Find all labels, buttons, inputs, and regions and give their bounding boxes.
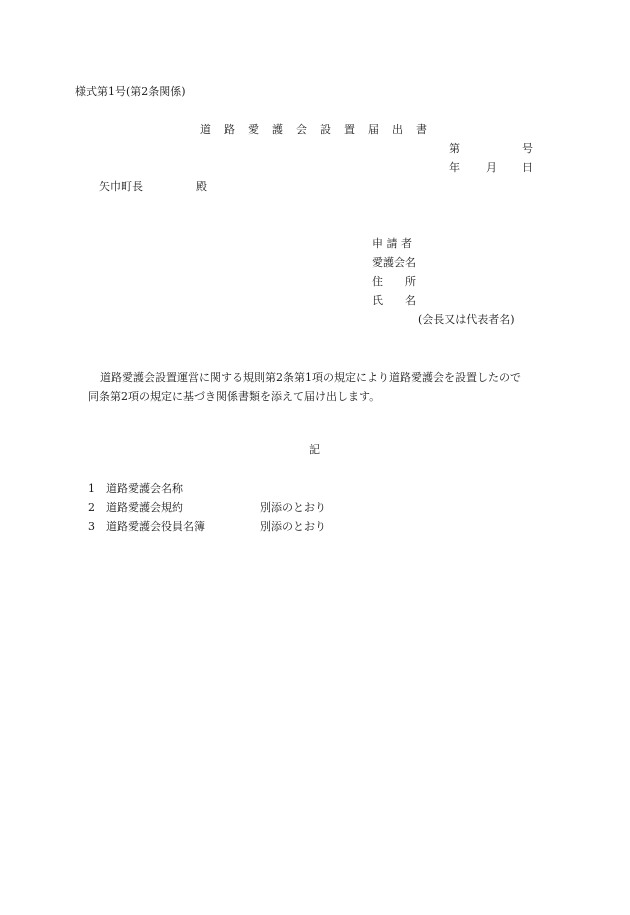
- form-number: 様式第1号(第2条関係): [75, 85, 186, 98]
- document-title: [200, 124, 440, 135]
- item-name: 道路愛護会規約: [106, 501, 183, 514]
- addressee-honorific: 殿: [196, 180, 207, 193]
- item-number: 1: [88, 482, 95, 495]
- doc-number-dai: 第: [449, 142, 460, 155]
- item-name: 道路愛護会役員名簿: [106, 520, 205, 533]
- date-day: 日: [522, 161, 533, 174]
- item-note: 別添のとおり: [260, 501, 326, 514]
- title-char: 出: [392, 123, 403, 136]
- item-number: 2: [88, 501, 95, 514]
- ki-heading: 記: [309, 443, 320, 456]
- title-char: 書: [416, 123, 427, 136]
- body-text: [75, 368, 555, 406]
- doc-number-go: 号: [522, 142, 533, 155]
- title-char: 道: [200, 123, 211, 136]
- item-name: 道路愛護会名称: [106, 482, 183, 495]
- item-note: 別添のとおり: [260, 520, 326, 533]
- body-line-2: 同条第2項の規定に基づき関係書類を添えて届け出します。: [88, 390, 381, 403]
- body-line-1: 道路愛護会設置運営に関する規則第2条第1項の規定により道路愛護会を設置したので: [100, 371, 521, 384]
- title-char: 設: [320, 123, 331, 136]
- addressee-name: 矢巾町長: [99, 180, 143, 193]
- item-number: 3: [88, 520, 95, 533]
- title-char: 届: [368, 123, 379, 136]
- name-label: 氏 名: [372, 294, 416, 307]
- date-month: 月: [486, 161, 497, 174]
- title-char: 会: [296, 123, 307, 136]
- title-char: 愛: [248, 123, 259, 136]
- title-char: 護: [272, 123, 283, 136]
- title-char: 路: [224, 123, 235, 136]
- title-char: 置: [344, 123, 355, 136]
- date-year: 年: [449, 161, 460, 174]
- applicant-label: 申 請 者: [372, 237, 412, 250]
- address-label: 住 所: [372, 275, 416, 288]
- representative-note: (会長又は代表者名): [418, 313, 515, 326]
- association-name-label: 愛護会名: [372, 256, 416, 269]
